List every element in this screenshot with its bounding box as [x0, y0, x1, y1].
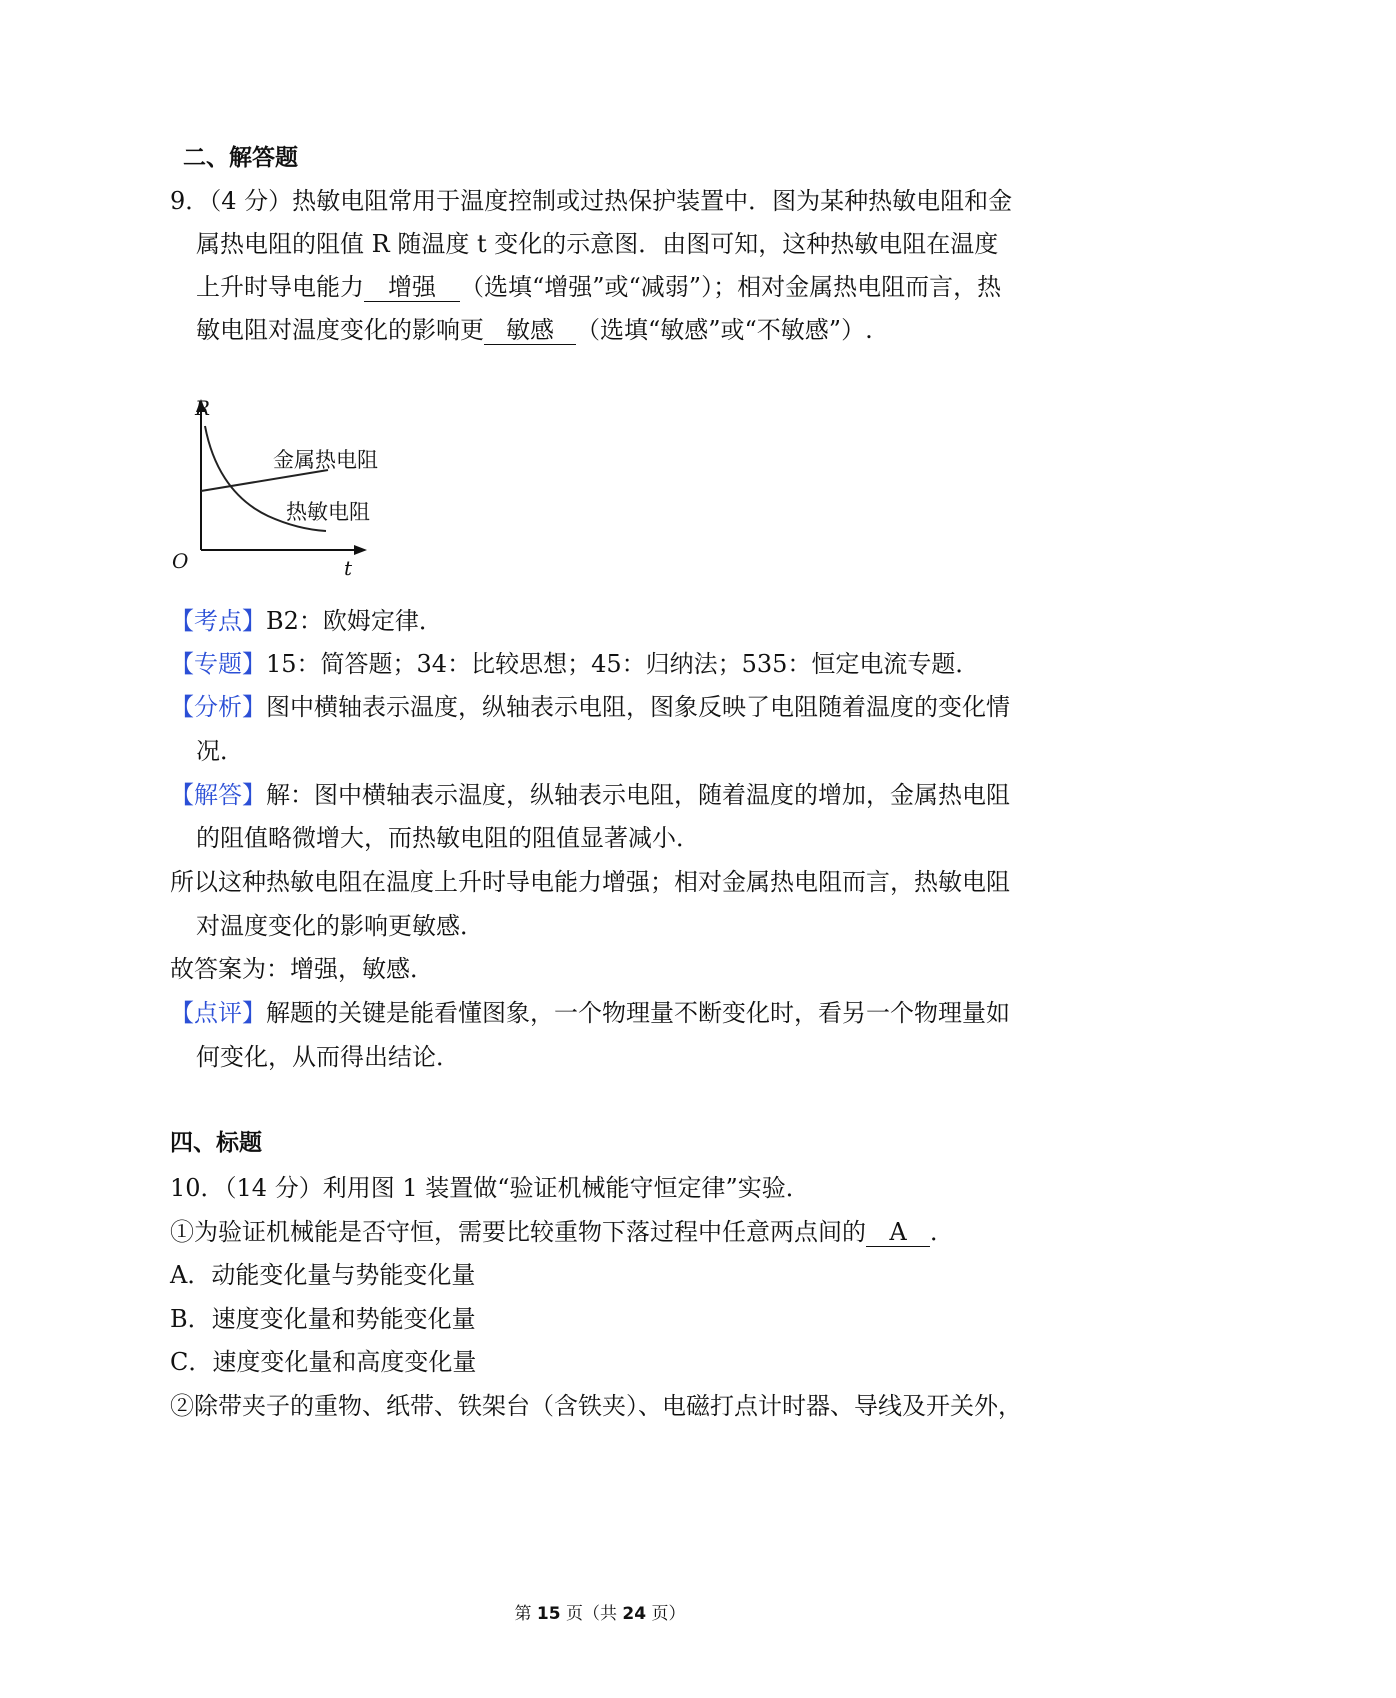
q9-line-3 [196, 271, 1396, 303]
footer-middle: 页（共 [560, 1604, 623, 1624]
jieda-line-3: 所以这种热敏电阻在温度上升时导电能力增强；相对金属热电阻而言，热敏电阻 [170, 868, 1010, 896]
answer-blank-2: 敏感 [484, 316, 576, 345]
fenxi-text-1: 图中横轴表示温度，纵轴表示电阻，图象反映了电阻随着温度的变化情 [266, 693, 1010, 721]
q9-line-4 [196, 314, 1396, 346]
resistance-temperature-graph [172, 396, 420, 608]
footer-suffix: 页） [646, 1604, 686, 1624]
zhuanti-line [170, 648, 1370, 680]
fenxi-line-1 [170, 691, 1370, 723]
option-c: C．速度变化量和高度变化量 [170, 1348, 477, 1376]
kaodian-line [170, 605, 1370, 637]
dianping-line-2: 何变化，从而得出结论． [196, 1043, 460, 1071]
dianping-tag: 【点评】 [170, 999, 266, 1027]
jieda-line-4: 对温度变化的影响更敏感． [196, 912, 484, 940]
q9-line-3-start: 上升时导电能力 [196, 273, 364, 301]
jieda-line-2: 的阻值略微增大，而热敏电阻的阻值显著减小． [196, 824, 700, 852]
q10-line-1: 10．（14 分）利用图 1 装置做“验证机械能守恒定律”实验． [170, 1174, 810, 1202]
curve-label-metal: 金属热电阻 [273, 448, 378, 472]
q9-line-1: 9．（4 分）热敏电阻常用于温度控制或过热保护装置中．图为某种热敏电阻和金 [170, 187, 1013, 215]
q9-line-3-end: （选填“增强”或“减弱”）；相对金属热电阻而言，热 [460, 273, 1002, 301]
dianping-text-1: 解题的关键是能看懂图象，一个物理量不断变化时，看另一个物理量如 [266, 999, 1010, 1027]
kaodian-tag: 【考点】 [170, 607, 266, 635]
q9-line-2: 属热电阻的阻值 R 随温度 t 变化的示意图．由图可知，这种热敏电阻在温度 [196, 230, 999, 258]
x-axis-arrow [354, 545, 367, 555]
page-footer [0, 1603, 1200, 1625]
zhuanti-text: 15：简答题；34：比较思想；45：归纳法；535：恒定电流专题． [266, 650, 980, 678]
section-heading-2: 二、解答题 [183, 145, 298, 171]
fenxi-line-2: 况． [196, 737, 244, 765]
option-b: B．速度变化量和势能变化量 [170, 1305, 476, 1333]
jieda-text-1: 解：图中横轴表示温度，纵轴表示电阻，随着温度的增加，金属热电阻 [266, 781, 1010, 809]
q10-line-6: ②除带夹子的重物、纸带、铁架台（含铁夹）、电磁打点计时器、导线及开关外， [170, 1392, 1022, 1420]
origin-label: O [172, 549, 189, 573]
q10-line-2 [170, 1216, 1370, 1248]
page-total: 24 [622, 1604, 647, 1624]
y-axis-label: R [195, 396, 211, 421]
answer-blank-1: 增强 [364, 273, 460, 302]
fenxi-tag: 【分析】 [170, 693, 266, 721]
jieda-line-5: 故答案为：增强，敏感． [170, 955, 434, 983]
q10-line-2-end: ． [930, 1218, 954, 1246]
zhuanti-tag: 【专题】 [170, 650, 266, 678]
option-a: A．动能变化量与势能变化量 [170, 1261, 476, 1289]
footer-prefix: 第 [514, 1604, 537, 1624]
answer-blank-3: A [866, 1218, 930, 1247]
q9-line-4-start: 敏电阻对温度变化的影响更 [196, 316, 484, 344]
jieda-tag: 【解答】 [170, 781, 266, 809]
kaodian-text: B2：欧姆定律． [266, 607, 443, 635]
dianping-line-1 [170, 997, 1370, 1029]
q9-line-4-end: （选填“敏感”或“不敏感”）. [576, 316, 873, 344]
q10-line-2-start: ①为验证机械能是否守恒，需要比较重物下落过程中任意两点间的 [170, 1218, 866, 1246]
x-axis-label: t [344, 556, 353, 580]
page-number: 15 [536, 1604, 561, 1624]
metal-resistor-line [201, 470, 328, 491]
curve-label-thermistor: 热敏电阻 [286, 500, 370, 524]
jieda-line-1 [170, 779, 1370, 811]
section-heading-4: 四、标题 [170, 1130, 262, 1156]
